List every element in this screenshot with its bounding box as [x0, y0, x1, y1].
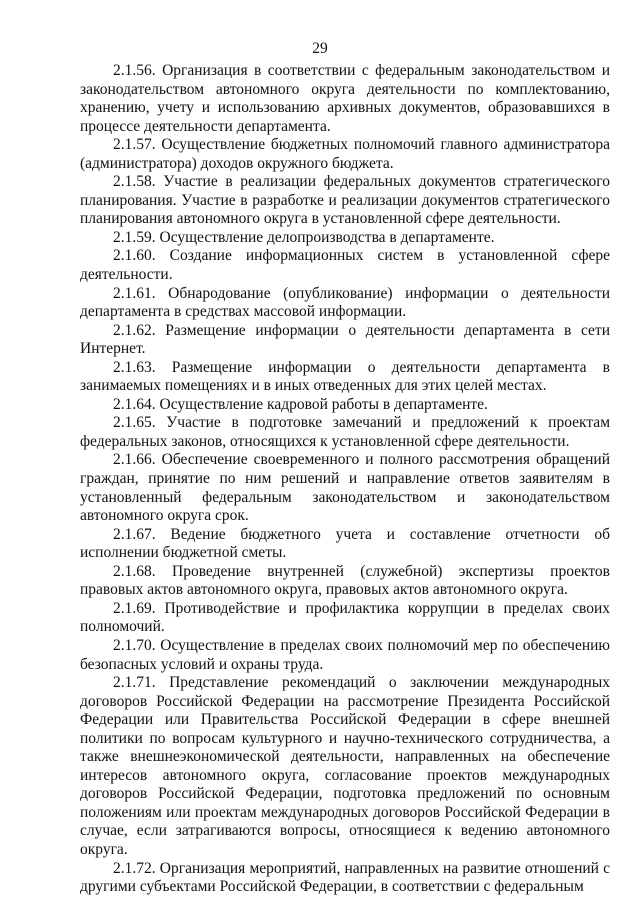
- paragraph-2-1-69: 2.1.69. Противодействие и профилактика коррупции в пределах своих полномочий.: [80, 599, 610, 636]
- page-number: 29: [312, 40, 328, 57]
- paragraph-2-1-56: 2.1.56. Организация в соответствии с федеральным законодательством и законодательством автономного округа деятельности по комплектованию, хранению, учету и использованию архивных документов, образовавшихся в процессе деятельности департамента.: [80, 62, 610, 135]
- paragraph-2-1-59: 2.1.59. Осуществление делопроизводства в департаменте.: [113, 228, 495, 246]
- paragraph-2-1-71: 2.1.71. Представление рекомендаций о заключении международных договоров Российской Федерации на рассмотрение Президента Российской Федерации или Правительства Российской Федерации в сфере внешней политики по вопросам культурного и научно-технического сотрудничества, а также внешнеэкономической деятельности, направленных на обеспечение интересов автономного округа, согласование проектов международных договоров Российской Федерации, подготовка предложений по основным положениям или проектам международных договоров Российской Федерации в случае, если затрагиваются вопросы, относящиеся к ведению автономного округа.: [80, 674, 610, 858]
- paragraph-2-1-63: 2.1.63. Размещение информации о деятельности департамента в занимаемых помещениях и в иных отведенных для этих целей местах.: [80, 358, 610, 395]
- paragraph-2-1-64: 2.1.64. Осуществление кадровой работы в департаменте.: [113, 395, 488, 413]
- paragraph-2-1-67: 2.1.67. Ведение бюджетного учета и составление отчетности об исполнении бюджетной сметы.: [80, 525, 610, 562]
- document-body: [80, 62, 610, 897]
- paragraph-2-1-70: 2.1.70. Осуществление в пределах своих полномочий мер по обеспечению безопасных условий и охраны труда.: [80, 636, 610, 673]
- paragraph-2-1-65: 2.1.65. Участие в подготовке замечаний и предложений к проектам федеральных законов, относящихся к установленной сфере деятельности.: [80, 414, 610, 450]
- paragraph-2-1-66: 2.1.66. Обеспечение своевременного и полного рассмотрения обращений граждан, принятие по ним решений и направление ответов заявителям в установленный федеральным законодательством и законодательством автономного округа срок.: [80, 451, 610, 525]
- paragraph-2-1-68: 2.1.68. Проведение внутренней (служебной) экспертизы проектов правовых актов автономного округа, правовых актов автономного округа.: [80, 562, 610, 599]
- paragraph-2-1-72: 2.1.72. Организация мероприятий, направленных на развитие отношений с другими субъектами Российской Федерации, в соответствии с федеральным: [80, 859, 610, 896]
- paragraph-2-1-57: 2.1.57. Осуществление бюджетных полномочий главного администратора (администратора) доходов окружного бюджета.: [80, 136, 610, 172]
- paragraph-2-1-61: 2.1.61. Обнародование (опубликование) информации о деятельности департамента в средствах массовой информации.: [80, 284, 610, 321]
- paragraph-2-1-60: 2.1.60. Создание информационных систем в установленной сфере деятельности.: [80, 247, 610, 284]
- paragraph-2-1-62: 2.1.62. Размещение информации о деятельности департамента в сети Интернет.: [80, 321, 610, 358]
- paragraph-2-1-58: 2.1.58. Участие в реализации федеральных документов стратегического планирования. Участие в разработке и реализации документов стратегического планирования автономного округа в установленной сфере деятельности.: [80, 173, 610, 228]
